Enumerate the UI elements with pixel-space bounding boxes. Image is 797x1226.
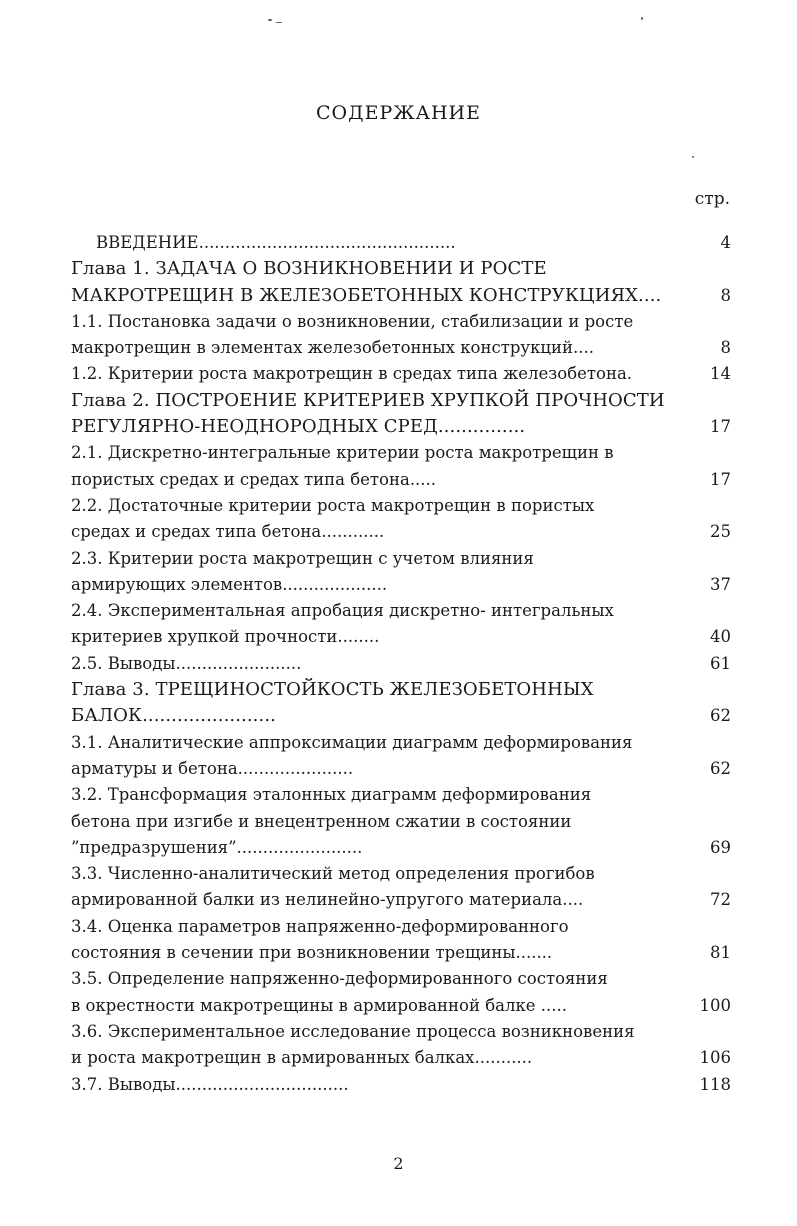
toc-heading: СОДЕРЖАНИЕ xyxy=(316,102,481,124)
toc-entry-line: Глава 2. ПОСТРОЕНИЕ КРИТЕРИЕВ ХРУПКОЙ ПРОЧНОСТИ xyxy=(71,389,665,411)
toc-entry-line: макротрещин в элементах железобетонных конструкций.... xyxy=(71,338,594,358)
toc-entry xyxy=(71,730,731,783)
toc-entry xyxy=(71,914,731,967)
toc-entry-line: в окрестности макротрещины в армированной балке ..... xyxy=(71,995,568,1015)
toc-entry-page-number: 4 xyxy=(720,233,731,252)
toc-entry-line: 3.5. Определение напряженно-деформированного состояния xyxy=(71,969,608,989)
toc-entry-page-number: 118 xyxy=(699,1074,731,1094)
toc-entry-page-number: 37 xyxy=(710,574,731,594)
scan-speck xyxy=(276,22,282,23)
toc-entry-line: ”предразрушения”........................ xyxy=(71,837,363,857)
toc-entry-page-number: 72 xyxy=(710,890,731,910)
toc-entry xyxy=(71,677,731,730)
toc-entry xyxy=(71,966,731,1019)
toc-entry-line: пористых средах и средах типа бетона..... xyxy=(71,469,437,489)
toc-entry-line: и роста макротрещин в армированных балках........... xyxy=(71,1048,533,1068)
toc-entry-line: армирующих элементов.................... xyxy=(71,574,388,594)
toc-entry-line: средах и средах типа бетона............ xyxy=(71,522,385,542)
toc-entry-line: 2.1. Дискретно-интегральные критерии роста макротрещин в xyxy=(71,443,614,463)
toc-entry-line: РЕГУЛЯРНО-НЕОДНОРОДНЫХ СРЕД............... xyxy=(71,416,526,438)
toc-entry-page-number: 40 xyxy=(710,627,731,647)
toc-entry-line: 2.5. Выводы........................ xyxy=(71,653,302,673)
toc-entry-page-number: 81 xyxy=(710,943,731,963)
table-of-contents xyxy=(71,230,731,1098)
toc-entry-line: Глава 3. ТРЕЩИНОСТОЙКОСТЬ ЖЕЛЕЗОБЕТОННЫХ xyxy=(71,679,594,701)
toc-entry-page-number: 8 xyxy=(720,338,731,358)
page-number: 2 xyxy=(393,1154,404,1173)
toc-entry xyxy=(71,230,731,256)
toc-entry xyxy=(71,1019,731,1072)
toc-entry-line: 2.4. Экспериментальная апробация дискретно- интегральных xyxy=(71,601,614,621)
toc-entry-line: 3.3. Численно-аналитический метод определения прогибов xyxy=(71,864,595,884)
toc-entry xyxy=(71,361,731,387)
toc-entry-line: 3.4. Оценка параметров напряженно-деформированного xyxy=(71,916,569,936)
toc-entry-line: бетона при изгибе и внецентренном сжатии в состоянии xyxy=(71,811,572,831)
scan-speck xyxy=(692,156,694,158)
toc-entry-page-number: 17 xyxy=(710,417,731,437)
toc-entry-line: критериев хрупкой прочности........ xyxy=(71,627,380,647)
toc-entry-line: 1.1. Постановка задачи о возникновении, стабилизации и росте xyxy=(71,311,634,331)
toc-entry-page-number: 62 xyxy=(710,758,731,778)
toc-entry xyxy=(71,598,731,651)
scan-speck xyxy=(641,17,643,20)
toc-entry-page-number: 8 xyxy=(720,285,731,305)
toc-entry-line: 3.7. Выводы................................. xyxy=(71,1074,349,1094)
toc-entry xyxy=(71,1072,731,1098)
toc-entry-line: БАЛОК....................... xyxy=(71,705,276,727)
toc-entry-line: ВВЕДЕНИЕ................................................. xyxy=(96,233,456,252)
toc-entry-line: 3.6. Экспериментальное исследование процесса возникновения xyxy=(71,1021,635,1041)
toc-entry-line: 3.2. Трансформация эталонных диаграмм деформирования xyxy=(71,785,592,805)
toc-entry xyxy=(71,546,731,599)
toc-entry-page-number: 69 xyxy=(710,837,731,857)
toc-entry-line: Глава 1. ЗАДАЧА О ВОЗНИКНОВЕНИИ И РОСТЕ xyxy=(71,258,547,280)
toc-entry-page-number: 17 xyxy=(710,469,731,489)
toc-entry xyxy=(71,861,731,914)
toc-entry xyxy=(71,256,731,309)
toc-entry-line: арматуры и бетона...................... xyxy=(71,758,354,778)
toc-entry-line: армированной балки из нелинейно-упругого материала.... xyxy=(71,890,584,910)
toc-entry xyxy=(71,493,731,546)
toc-entry xyxy=(71,388,731,441)
toc-entry xyxy=(71,440,731,493)
toc-entry-page-number: 100 xyxy=(699,995,731,1015)
toc-entry xyxy=(71,651,731,677)
page-column-label: стр. xyxy=(694,189,730,209)
toc-entry xyxy=(71,782,731,861)
toc-entry-line: МАКРОТРЕЩИН В ЖЕЛЕЗОБЕТОННЫХ КОНСТРУКЦИЯХ.... xyxy=(71,284,662,306)
toc-entry-line: 2.2. Достаточные критерии роста макротрещин в пористых xyxy=(71,495,595,515)
toc-entry-line: состояния в сечении при возникновении трещины....... xyxy=(71,943,553,963)
toc-entry xyxy=(71,309,731,362)
toc-entry-page-number: 25 xyxy=(710,522,731,542)
toc-entry-page-number: 14 xyxy=(710,364,731,384)
toc-entry-line: 2.3. Критерии роста макротрещин с учетом влияния xyxy=(71,548,534,568)
scan-speck xyxy=(268,19,272,21)
toc-entry-page-number: 61 xyxy=(710,653,731,673)
toc-entry-page-number: 106 xyxy=(699,1048,731,1068)
toc-entry-page-number: 62 xyxy=(710,706,731,726)
toc-entry-line: 3.1. Аналитические аппроксимации диаграмм деформирования xyxy=(71,732,633,752)
toc-entry-line: 1.2. Критерии роста макротрещин в средах типа железобетона. xyxy=(71,364,633,384)
